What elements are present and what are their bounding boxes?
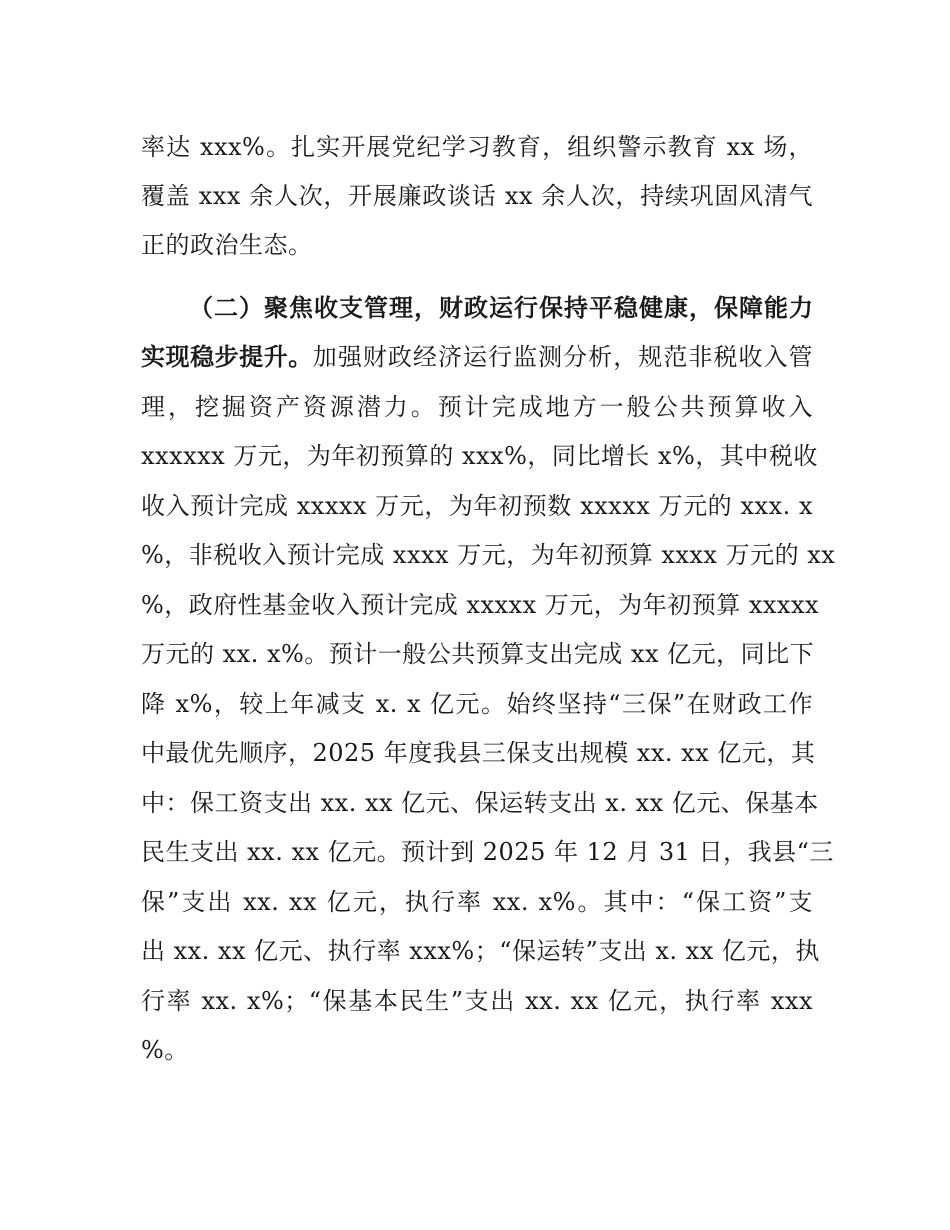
section-heading: （二）聚焦收支管理，财政运行保持平稳健康，保障能力 <box>189 294 813 322</box>
paragraph-line: 中最优先顺序，2025 年度我县三保支出规模 xx. xx 亿元，其 <box>141 739 816 767</box>
paragraph-line: %。 <box>141 1036 189 1064</box>
section-heading-tail: 实现稳步提升。 <box>141 343 313 371</box>
paragraph-line: 出 xx. xx 亿元、执行率 xxx%；“保运转”支出 x. xx 亿元，执 <box>141 937 820 965</box>
paragraph-line: 行率 xx. x%；“保基本民生”支出 xx. xx 亿元，执行率 xxx <box>141 987 813 1015</box>
paragraph-line: 正的政治生态。 <box>141 231 313 259</box>
paragraph-text: 加强财政经济运行监测分析，规范非税收入管 <box>312 343 814 371</box>
paragraph-line: %，非税收入预计完成 xxxx 万元，为年初预算 xxxx 万元的 xx <box>141 541 836 569</box>
paragraph-line: xxxxxx 万元，为年初预算的 xxx%，同比增长 x%，其中税收 <box>141 442 818 470</box>
paragraph-line: 理，挖掘资产资源潜力。预计完成地方一般公共预算收入 <box>141 393 813 421</box>
paragraph-line: 收入预计完成 xxxxx 万元，为年初预数 xxxxx 万元的 xxx. x <box>141 492 813 520</box>
paragraph-line: 率达 xxx%。扎实开展党纪学习教育，组织警示教育 xx 场， <box>141 133 813 161</box>
paragraph-line: 降 x%，较上年减支 x. x 亿元。始终坚持“三保”在财政工作 <box>141 690 813 718</box>
section-heading-line-2 <box>141 333 813 383</box>
paragraph-line: 中：保工资支出 xx. xx 亿元、保运转支出 x. xx 亿元、保基本 <box>141 789 819 817</box>
paragraph-line: 民生支出 xx. xx 亿元。预计到 2025 年 12 月 31 日，我县“三 <box>141 838 834 866</box>
paragraph-line: 保”支出 xx. xx 亿元，执行率 xx. x%。其中：“保工资”支 <box>141 888 813 916</box>
paragraph-line: %，政府性基金收入预计完成 xxxxx 万元，为年初预算 xxxxx <box>141 591 820 619</box>
paragraph-line: 万元的 xx. x%。预计一般公共预算支出完成 xx 亿元，同比下 <box>141 640 815 668</box>
paragraph-line: 覆盖 xxx 余人次，开展廉政谈话 xx 余人次，持续巩固风清气 <box>141 182 813 210</box>
